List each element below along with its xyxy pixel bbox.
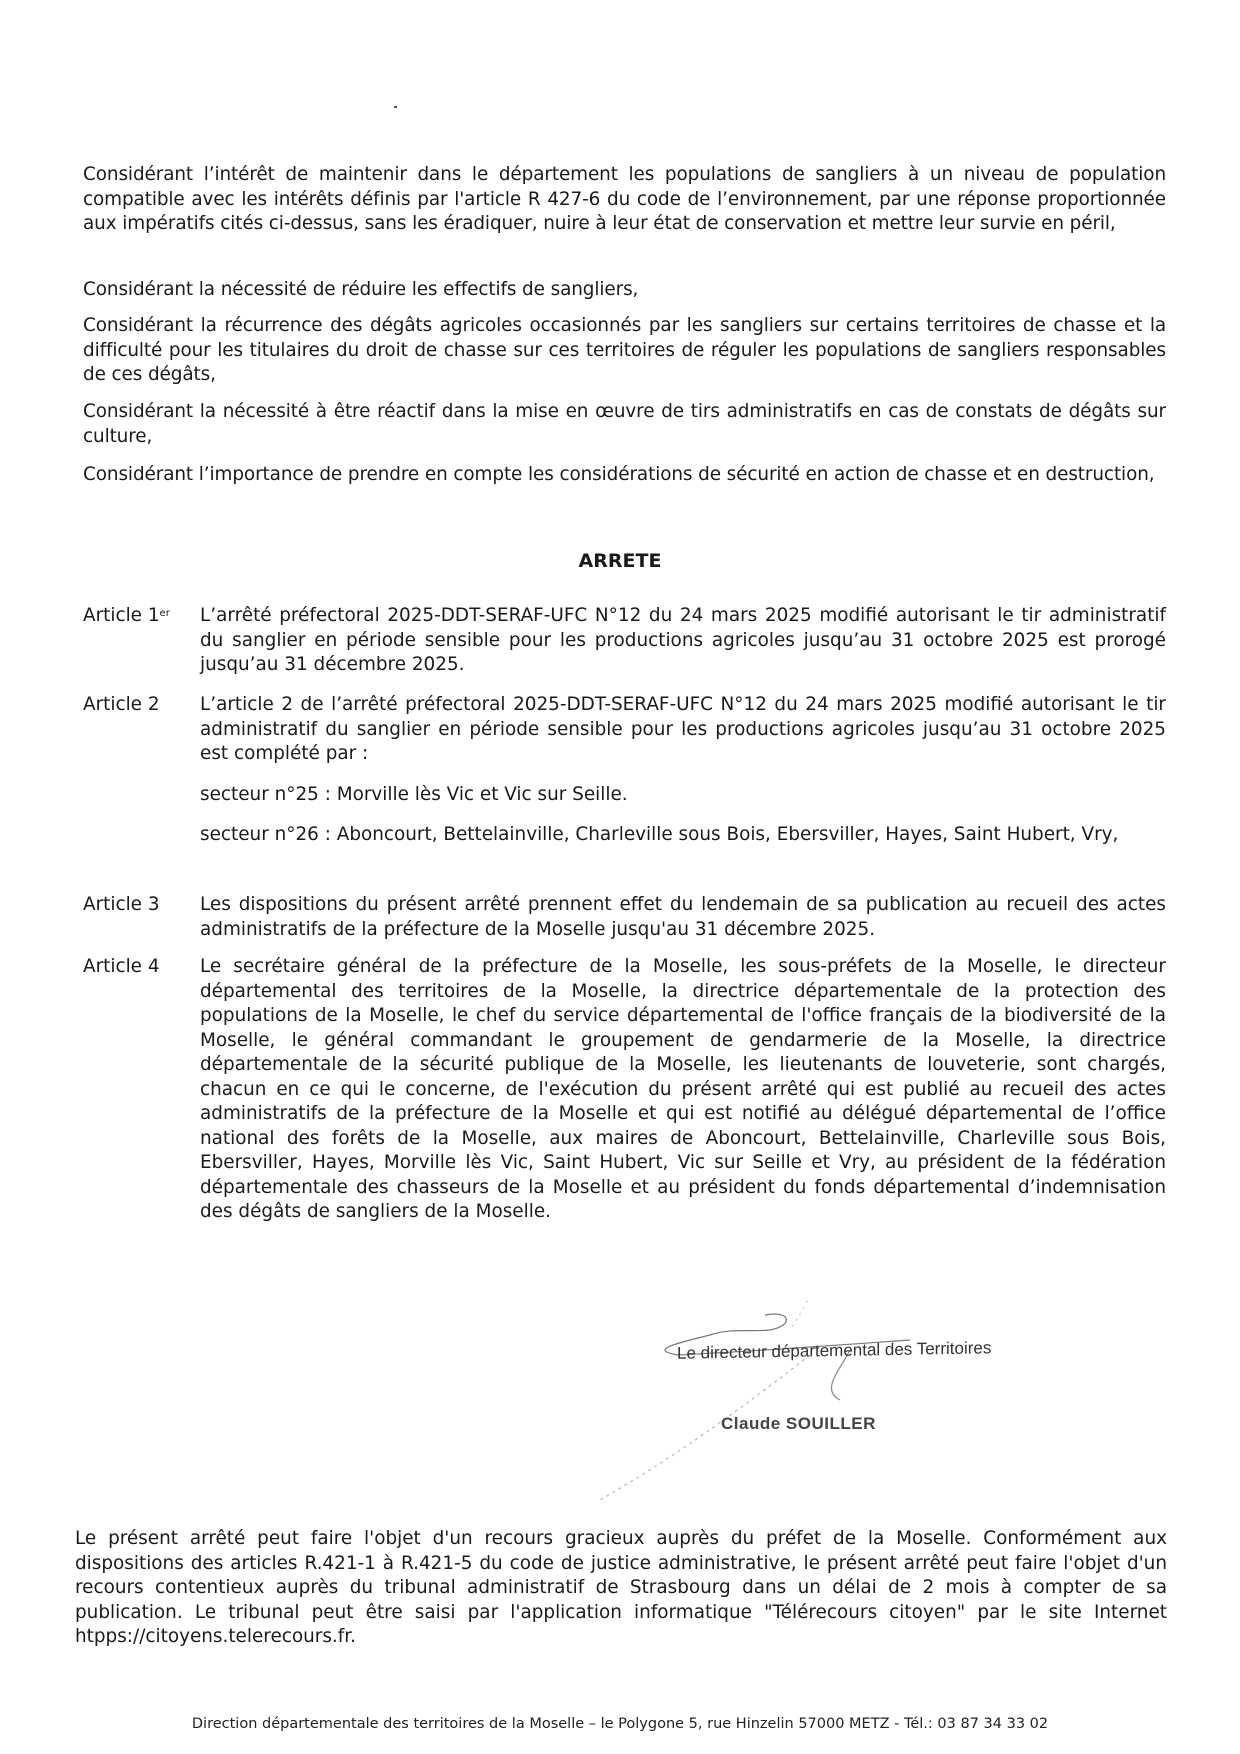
signatory-name: Claude SOUILLER (721, 1414, 876, 1433)
article-body (200, 955, 1166, 1225)
article-label: Article 3 (83, 894, 160, 915)
article-label: Article 1er (83, 605, 170, 626)
handwritten-signature-icon (590, 1300, 990, 1500)
article-3 (83, 893, 1166, 942)
article-body (200, 604, 1166, 678)
considerant-2: Considérant la nécessité de réduire les effectifs de sangliers, (83, 279, 639, 300)
sector-26: secteur n°26 : Aboncourt, Bettelainville, Charleville sous Bois, Ebersviller, Hayes, Saint Hubert, Vry, (200, 824, 1119, 845)
decision-title: ARRETE (578, 550, 662, 572)
article-label: Article 4 (83, 956, 160, 977)
scan-speck (394, 106, 397, 108)
signatory-title: Le directeur départemental des Territoires (677, 1338, 992, 1363)
article-paragraph: Les dispositions du présent arrêté prennent effet du lendemain de sa publication au recueil des actes administratifs de la préfecture de la Moselle jusqu'au 31 décembre 2025. (200, 894, 1166, 940)
sector-25: secteur n°25 : Morville lès Vic et Vic sur Seille. (200, 783, 628, 805)
article-label: Article 2 (83, 694, 160, 715)
article-paragraph: L’article 2 de l’arrêté préfectoral 2025-DDT-SERAF-UFC N°12 du 24 mars 2025 modifié autorisant le tir administratif du sanglier en période sensible pour les productions agricoles jusqu’au 31 octobre 2025 est complété par : (200, 694, 1166, 764)
article-body (200, 693, 1166, 848)
considerant-5: Considérant l’importance de prendre en compte les considérations de sécurité en action de chasse et en destruction, (83, 464, 1155, 485)
article-paragraph: Le secrétaire général de la préfecture de la Moselle, les sous-préfets de la Moselle, le directeur départemental des territoires de la Moselle, la directrice départementale de la protection des populations de la Moselle, le chef du service départemental de l'office français de la biodiversité de la Moselle, le général commandant le groupement de gendarmerie de la Moselle, la directrice départementale de la sécurité publique de la Moselle, les lieutenants de louveterie, sont chargés, chacun en ce qui le concerne, de l'exécution du présent arrêté qui est publié au recueil des actes administratifs de la préfecture de la Moselle et qui est notifié au délégué départemental de l’office national des forêts de la Moselle, aux maires de Aboncourt, Bettelainville, Charleville sous Bois, Ebersviller, Hayes, Morville lès Vic, Saint Hubert, Vic sur Seille et Vry, au président de la fédération départementale des chasseurs de la Moselle et au président du fonds départemental d’indemnisation des dégâts de sangliers de la Moselle. (200, 956, 1166, 1222)
considerant-4: Considérant la nécessité à être réactif dans la mise en œuvre de tirs administratifs en cas de constats de dégâts sur culture, (83, 401, 1166, 447)
appeal-notice: Le présent arrêté peut faire l'objet d'un recours gracieux auprès du préfet de la Moselle. Conformément aux dispositions des articles R.421-1 à R.421-5 du code de justice administrative, le présent arrêté peut faire l'objet d'un recours contentieux auprès du tribunal administratif de Strasbourg dans un délai de 2 mois à compter de sa publication. Le tribunal peut être saisi par l'application informatique "Télérecours citoyen" par le site Internet htpps://citoyens.telerecours.fr. (75, 1528, 1167, 1647)
considerant-1: Considérant l’intérêt de maintenir dans le département les populations de sangliers à un niveau de population compatible avec les intérêts définis par l'article R 427-6 du code de l’environnement, par une réponse proportionnée aux impératifs cités ci-dessus, sans les éradiquer, nuire à leur état de conservation et mettre leur survie en péril, (83, 164, 1166, 234)
article-body (200, 893, 1166, 942)
page-footer: Direction départementale des territoires de la Moselle – le Polygone 5, rue Hinzelin 57000 METZ - Tél.: 03 87 34 33 02 (191, 1716, 1049, 1732)
article-2 (83, 693, 1166, 848)
article-1 (83, 604, 1166, 678)
article-4 (83, 955, 1166, 1225)
considerant-3: Considérant la récurrence des dégâts agricoles occasionnés par les sangliers sur certains territoires de chasse et la difficulté pour les titulaires du droit de chasse sur ces territoires de réguler les populations de sangliers responsables de ces dégâts, (83, 315, 1166, 385)
article-paragraph: L’arrêté préfectoral 2025-DDT-SERAF-UFC N°12 du 24 mars 2025 modifié autorisant le tir administratif du sanglier en période sensible pour les productions agricoles jusqu’au 31 octobre 2025 est prorogé jusqu’au 31 décembre 2025. (200, 605, 1166, 675)
